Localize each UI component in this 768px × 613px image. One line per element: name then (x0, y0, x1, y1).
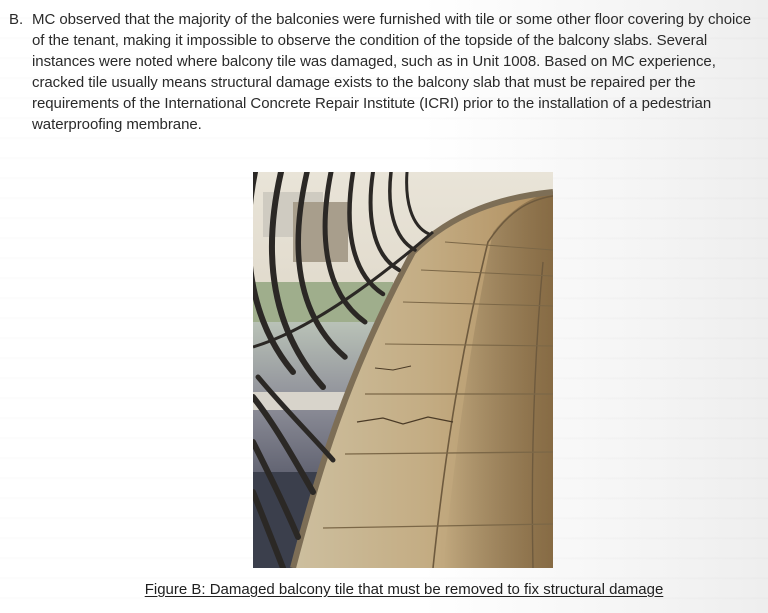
balcony-photo (253, 172, 553, 568)
figure-caption: Figure B: Damaged balcony tile that must be removed to fix structural damage (144, 581, 664, 598)
section-marker: B. (9, 11, 24, 28)
balcony-photo-illustration (253, 172, 553, 568)
body-paragraph: MC observed that the majority of the balconies were furnished with tile or some other floor covering by choice of the tenant, making it impossible to observe the condition of the topside of the balcony slabs. Several instances were noted where balcony tile was damaged, such as in Unit 1008. Based on MC experience, cracked tile usually means structural damage exists to the balcony slab that must be repaired per the requirements of the International Concrete Repair Institute (ICRI) prior to the installation of a pedestrian waterproofing membrane. (32, 11, 752, 133)
